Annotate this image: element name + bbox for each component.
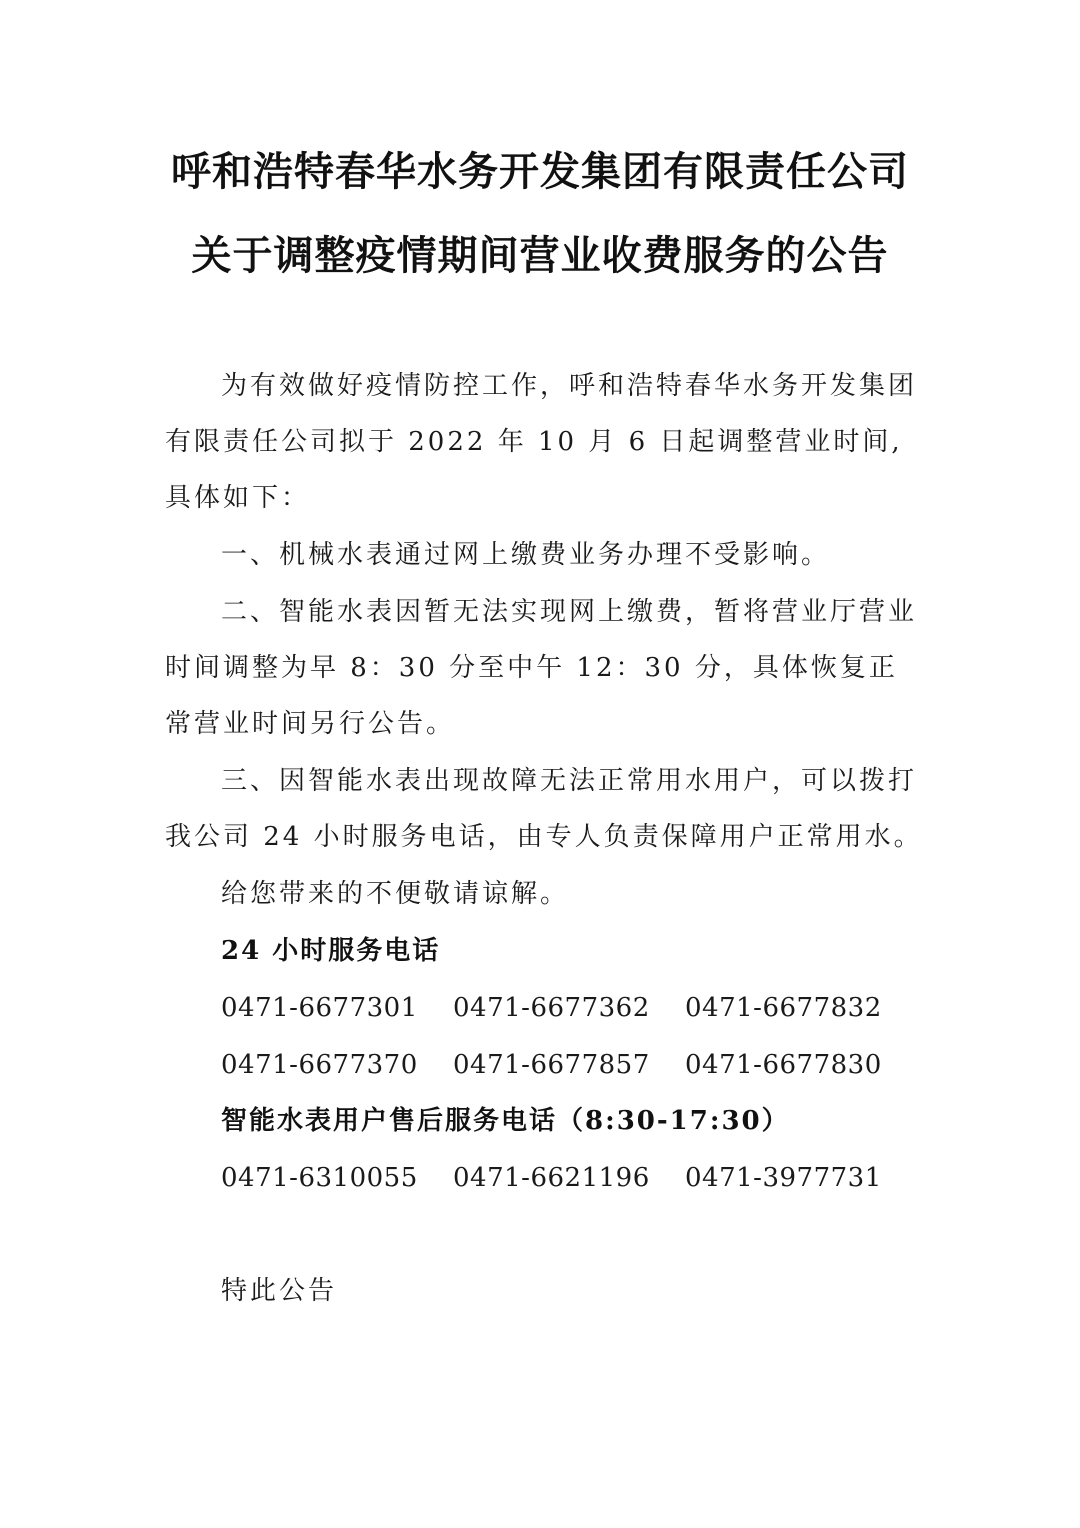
hotline-number-row	[221, 980, 921, 1036]
item-2-paragraph: 二、智能水表因暂无法实现网上缴费，暂将营业厅营业时间调整为早 8：30 分至中午 12：30 分，具体恢复正常营业时间另行公告。	[165, 597, 918, 739]
phone-number: 0471-6677362	[453, 993, 650, 1023]
hotline-number-row	[221, 1037, 921, 1093]
phone-number: 0471-6677830	[685, 1050, 882, 1080]
phone-number: 0471-3977731	[685, 1163, 882, 1193]
phone-number: 0471-6677301	[221, 993, 418, 1023]
intro-paragraph: 为有效做好疫情防控工作，呼和浩特春华水务开发集团有限责任公司拟于 2022 年 10 月 6 日起调整营业时间,具体如下：	[165, 371, 918, 513]
phone-number: 0471-6677832	[685, 993, 882, 1023]
notice-title-line-2: 关于调整疫情期间营业收费服务的公告	[191, 233, 889, 279]
item-3-paragraph: 三、因智能水表出现故障无法正常用水用户，可以拨打我公司 24 小时服务电话，由专人负责保障用户正常用水。	[165, 766, 923, 852]
phone-number: 0471-6621196	[453, 1163, 650, 1193]
notice-title-line-1: 呼和浩特春华水务开发集团有限责任公司	[171, 149, 909, 195]
closing-statement: 特此公告	[221, 1276, 338, 1306]
hotline-heading: 24 小时服务电话	[221, 936, 441, 966]
smart-meter-service-heading: 智能水表用户售后服务电话（8:30-17:30）	[221, 1106, 790, 1136]
item-1-paragraph: 一、机械水表通过网上缴费业务办理不受影响。	[221, 540, 831, 570]
apology-paragraph: 给您带来的不便敬请谅解。	[221, 879, 570, 909]
phone-number: 0471-6677370	[221, 1050, 418, 1080]
phone-number: 0471-6310055	[221, 1163, 418, 1193]
smart-meter-number-row	[221, 1150, 921, 1206]
phone-number: 0471-6677857	[453, 1050, 650, 1080]
